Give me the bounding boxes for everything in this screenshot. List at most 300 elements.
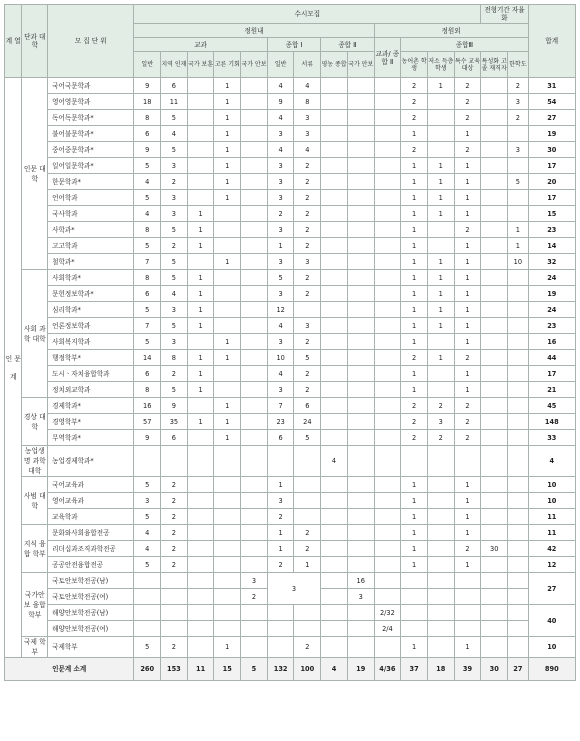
- quota-cell: 1: [454, 637, 481, 658]
- quota-cell: [481, 637, 508, 658]
- quota-cell: 10: [508, 254, 529, 270]
- quota-cell: [214, 621, 241, 637]
- quota-cell: 1: [508, 238, 529, 254]
- quota-cell: [241, 366, 268, 382]
- quota-cell: [241, 286, 268, 302]
- quota-cell: 3: [267, 382, 294, 398]
- quota-cell: 2: [294, 222, 321, 238]
- quota-cell: 8: [134, 270, 161, 286]
- quota-cell: 3: [161, 302, 188, 318]
- quota-cell: [508, 270, 529, 286]
- quota-cell: [347, 238, 374, 254]
- quota-cell: [347, 414, 374, 430]
- quota-cell: 2: [294, 174, 321, 190]
- department-name: 불어불문학과*: [48, 126, 134, 142]
- quota-cell: 4: [134, 174, 161, 190]
- quota-cell: [267, 446, 294, 477]
- quota-cell: 1: [427, 78, 454, 94]
- quota-cell: [427, 222, 454, 238]
- quota-cell: 1: [214, 398, 241, 414]
- department-name: 경영학부*: [48, 414, 134, 430]
- quota-cell: [374, 238, 401, 254]
- department-name: 국토안보학전공(남): [48, 573, 134, 589]
- subheader-local-talent: 지역 인재: [161, 52, 188, 78]
- table-row: [5, 350, 576, 366]
- quota-cell: 1: [187, 382, 214, 398]
- row-total: 16: [528, 334, 575, 350]
- quota-cell: [374, 174, 401, 190]
- quota-cell: [321, 366, 348, 382]
- quota-cell: [241, 238, 268, 254]
- quota-cell: 1: [214, 350, 241, 366]
- quota-cell: [161, 589, 188, 605]
- quota-cell: [187, 110, 214, 126]
- quota-cell: 1: [427, 190, 454, 206]
- quota-cell: [374, 334, 401, 350]
- quota-cell: [294, 477, 321, 493]
- table-row: [5, 637, 576, 658]
- quota-cell: 1: [401, 382, 428, 398]
- quota-cell: 1: [214, 158, 241, 174]
- quota-cell: [427, 509, 454, 525]
- quota-cell: [241, 190, 268, 206]
- quota-cell: [187, 573, 214, 589]
- quota-cell: [454, 573, 481, 589]
- quota-cell: [347, 430, 374, 446]
- college-cell: 사범 대학: [22, 477, 48, 525]
- department-name: 국사학과: [48, 206, 134, 222]
- quota-cell: [508, 589, 529, 605]
- quota-cell: [267, 605, 294, 621]
- quota-cell: 16: [347, 573, 374, 589]
- quota-cell: [187, 621, 214, 637]
- quota-cell: [347, 94, 374, 110]
- quota-cell: [401, 589, 428, 605]
- quota-cell: [427, 573, 454, 589]
- quota-cell: 2: [454, 541, 481, 557]
- subheader-comp2-security: 국가 안보: [347, 52, 374, 78]
- quota-cell: [321, 541, 348, 557]
- quota-cell: 5: [134, 477, 161, 493]
- quota-cell: [214, 382, 241, 398]
- quota-cell: 5: [161, 142, 188, 158]
- quota-cell: [427, 110, 454, 126]
- quota-cell: [454, 589, 481, 605]
- quota-cell: 1: [401, 509, 428, 525]
- quota-cell: 4: [267, 142, 294, 158]
- quota-cell: [321, 126, 348, 142]
- quota-cell: [161, 446, 188, 477]
- quota-cell: [481, 126, 508, 142]
- table-row: [5, 446, 576, 477]
- subtotal-cell: 5: [241, 658, 268, 681]
- quota-cell: [374, 142, 401, 158]
- quota-cell: 2: [454, 350, 481, 366]
- quota-cell: 4: [161, 126, 188, 142]
- quota-cell: 1: [427, 270, 454, 286]
- quota-cell: [481, 158, 508, 174]
- table-row: [5, 525, 576, 541]
- quota-cell: 1: [427, 286, 454, 302]
- quota-cell: [321, 318, 348, 334]
- quota-cell: [187, 174, 214, 190]
- department-name: 경제학과*: [48, 398, 134, 414]
- quota-cell: [241, 541, 268, 557]
- subtotal-cell: 132: [267, 658, 294, 681]
- subtotal-cell: 4: [321, 658, 348, 681]
- quota-cell: 5: [134, 190, 161, 206]
- quota-cell: [374, 318, 401, 334]
- quota-cell: [401, 605, 428, 621]
- quota-cell: [241, 94, 268, 110]
- quota-cell: [347, 174, 374, 190]
- quota-cell: 5: [134, 302, 161, 318]
- quota-cell: [267, 637, 294, 658]
- quota-cell: [294, 493, 321, 509]
- quota-cell: [214, 222, 241, 238]
- quota-cell: [321, 382, 348, 398]
- quota-cell: 1: [214, 190, 241, 206]
- quota-cell: [374, 382, 401, 398]
- quota-cell: 3: [161, 158, 188, 174]
- subheader-hanhakdo: 한학도: [508, 52, 529, 78]
- table-row: [5, 621, 576, 637]
- quota-cell: [187, 589, 214, 605]
- quota-cell: 1: [187, 302, 214, 318]
- quota-cell: 2: [241, 589, 268, 605]
- quota-cell: [241, 557, 268, 573]
- quota-cell: [347, 302, 374, 318]
- quota-cell: 1: [401, 366, 428, 382]
- department-name: 사회복지학과: [48, 334, 134, 350]
- subheader-veterans: 국가 보훈: [187, 52, 214, 78]
- table-row: [5, 477, 576, 493]
- quota-cell: 3: [267, 190, 294, 206]
- quota-cell: [481, 94, 508, 110]
- quota-cell: 2: [161, 509, 188, 525]
- quota-cell: 3: [267, 158, 294, 174]
- quota-cell: 2: [454, 222, 481, 238]
- row-total: 23: [528, 222, 575, 238]
- quota-cell: [481, 446, 508, 477]
- quota-cell: 2: [401, 430, 428, 446]
- header-comp1: 종합 Ⅰ: [267, 38, 320, 52]
- quota-cell: [427, 446, 454, 477]
- quota-cell: [508, 302, 529, 318]
- quota-cell: [508, 557, 529, 573]
- quota-cell: [321, 222, 348, 238]
- header-total: 합계: [528, 5, 575, 78]
- quota-cell: [454, 605, 481, 621]
- quota-cell: [374, 190, 401, 206]
- quota-cell: 2: [401, 142, 428, 158]
- quota-cell: [508, 493, 529, 509]
- quota-cell: [347, 350, 374, 366]
- quota-cell: 3: [267, 222, 294, 238]
- table-row: [5, 334, 576, 350]
- quota-cell: [321, 414, 348, 430]
- row-total: 148: [528, 414, 575, 430]
- quota-cell: [427, 525, 454, 541]
- department-name: 한문학과*: [48, 174, 134, 190]
- quota-cell: [508, 446, 529, 477]
- quota-cell: 3: [267, 126, 294, 142]
- quota-cell: [347, 158, 374, 174]
- quota-cell: 2: [508, 78, 529, 94]
- college-cell: 사회 과학 대학: [22, 270, 48, 398]
- quota-cell: [347, 541, 374, 557]
- quota-cell: 3: [294, 126, 321, 142]
- table-row: [5, 158, 576, 174]
- quota-cell: 6: [134, 126, 161, 142]
- quota-cell: 1: [214, 126, 241, 142]
- quota-cell: [427, 605, 454, 621]
- quota-cell: [401, 621, 428, 637]
- quota-cell: [161, 573, 188, 589]
- quota-cell: 4: [134, 206, 161, 222]
- quota-cell: 12: [267, 302, 294, 318]
- quota-cell: [481, 366, 508, 382]
- quota-cell: [321, 94, 348, 110]
- quota-cell: 57: [134, 414, 161, 430]
- quota-cell: [454, 621, 481, 637]
- quota-cell: [427, 557, 454, 573]
- subheader-equal-opportunity: 고른 기회: [214, 52, 241, 78]
- quota-cell: [374, 446, 401, 477]
- quota-cell: [374, 414, 401, 430]
- quota-cell: 3: [267, 286, 294, 302]
- quota-cell: [321, 589, 348, 605]
- quota-cell: 8: [161, 350, 188, 366]
- quota-cell: [187, 142, 214, 158]
- quota-cell: [481, 493, 508, 509]
- quota-cell: 4: [294, 142, 321, 158]
- quota-cell: 8: [134, 382, 161, 398]
- quota-cell: 3: [347, 589, 374, 605]
- quota-cell: 1: [187, 270, 214, 286]
- quota-cell: [214, 318, 241, 334]
- quota-cell: [347, 286, 374, 302]
- quota-cell: 9: [161, 398, 188, 414]
- quota-cell: 1: [401, 637, 428, 658]
- quota-cell: 1: [454, 254, 481, 270]
- quota-cell: 1: [427, 206, 454, 222]
- quota-cell: 16: [134, 398, 161, 414]
- quota-cell: 2: [294, 270, 321, 286]
- quota-cell: 5: [161, 110, 188, 126]
- quota-cell: 11: [161, 94, 188, 110]
- row-total: 10: [528, 637, 575, 658]
- table-row: [5, 573, 576, 589]
- quota-cell: [401, 573, 428, 589]
- quota-cell: 5: [134, 509, 161, 525]
- quota-cell: 2: [401, 414, 428, 430]
- quota-cell: [241, 254, 268, 270]
- quota-cell: 2: [161, 174, 188, 190]
- quota-cell: [374, 206, 401, 222]
- quota-cell: [508, 190, 529, 206]
- quota-cell: 1: [401, 126, 428, 142]
- subtotal-cell: 27: [508, 658, 529, 681]
- quota-cell: [374, 302, 401, 318]
- quota-cell: [321, 158, 348, 174]
- quota-cell: [321, 605, 348, 621]
- quota-cell: 5: [134, 637, 161, 658]
- quota-cell: 2: [427, 398, 454, 414]
- quota-cell: [241, 493, 268, 509]
- quota-cell: 1: [454, 382, 481, 398]
- subtotal-cell: 18: [427, 658, 454, 681]
- quota-cell: 7: [134, 318, 161, 334]
- department-name: 영어교육과: [48, 493, 134, 509]
- table-row: [5, 206, 576, 222]
- quota-cell: 8: [134, 222, 161, 238]
- table-row: [5, 382, 576, 398]
- quota-cell: [134, 621, 161, 637]
- row-total: 10: [528, 477, 575, 493]
- quota-cell: 2: [294, 366, 321, 382]
- quota-cell: [241, 270, 268, 286]
- quota-cell: 1: [214, 174, 241, 190]
- quota-cell: 2: [161, 366, 188, 382]
- quota-cell: 2: [294, 158, 321, 174]
- quota-cell: [347, 477, 374, 493]
- quota-cell: 2: [161, 637, 188, 658]
- quota-cell: [321, 110, 348, 126]
- table-row: [5, 238, 576, 254]
- quota-cell: [347, 637, 374, 658]
- quota-cell: [321, 286, 348, 302]
- quota-cell: [481, 557, 508, 573]
- table-row: [5, 94, 576, 110]
- quota-cell: [321, 493, 348, 509]
- table-row: [5, 78, 576, 94]
- quota-cell: 1: [401, 238, 428, 254]
- department-name: 해양안보학전공(여): [48, 621, 134, 637]
- quota-cell: 14: [134, 350, 161, 366]
- row-total: 4: [528, 446, 575, 477]
- quota-cell: 5: [508, 174, 529, 190]
- quota-cell: [187, 78, 214, 94]
- quota-cell: 2: [294, 206, 321, 222]
- college-cell: 농업생명 과학대학: [23, 447, 46, 475]
- quota-cell: [374, 94, 401, 110]
- department-name: 리더십과조직과학전공: [48, 541, 134, 557]
- quota-cell: [427, 382, 454, 398]
- quota-cell: 3: [508, 142, 529, 158]
- department-name: 국토안보학전공(여): [48, 589, 134, 605]
- quota-cell: [481, 286, 508, 302]
- college-cell: 국제 학부: [23, 638, 46, 656]
- quota-cell: [481, 589, 508, 605]
- department-name: 행정학부*: [48, 350, 134, 366]
- quota-cell: 2: [454, 142, 481, 158]
- quota-cell: 2: [454, 78, 481, 94]
- quota-cell: [187, 557, 214, 573]
- quota-cell: 30: [481, 541, 508, 557]
- quota-cell: [134, 605, 161, 621]
- row-total: 19: [528, 286, 575, 302]
- quota-cell: [427, 126, 454, 142]
- subtotal-label: 인문계 소계: [5, 658, 134, 681]
- row-total: 17: [528, 190, 575, 206]
- quota-cell: [214, 557, 241, 573]
- quota-cell: 3: [267, 174, 294, 190]
- quota-cell: 1: [214, 334, 241, 350]
- quota-cell: [481, 174, 508, 190]
- quota-cell: [347, 493, 374, 509]
- department-name: 문화와사회융합전공: [48, 525, 134, 541]
- quota-cell: 4: [134, 541, 161, 557]
- quota-cell: [321, 78, 348, 94]
- quota-cell: [321, 525, 348, 541]
- department-name: 국어국문학과: [48, 78, 134, 94]
- quota-cell: 1: [214, 110, 241, 126]
- quota-cell: [508, 605, 529, 621]
- quota-cell: [187, 430, 214, 446]
- subtotal-cell: 30: [481, 658, 508, 681]
- row-total: 27: [528, 573, 575, 605]
- quota-cell: [241, 126, 268, 142]
- quota-cell: 1: [401, 190, 428, 206]
- row-total: 30: [528, 142, 575, 158]
- quota-cell: [161, 621, 188, 637]
- quota-cell: 8: [294, 94, 321, 110]
- quota-cell: [321, 398, 348, 414]
- quota-cell: [374, 158, 401, 174]
- quota-cell: [241, 430, 268, 446]
- quota-cell: [347, 382, 374, 398]
- quota-cell: 3: [294, 254, 321, 270]
- department-name: 언론정보학과: [48, 318, 134, 334]
- quota-cell: 1: [454, 509, 481, 525]
- quota-cell: 2: [427, 430, 454, 446]
- department-name: 중어중문학과*: [48, 142, 134, 158]
- quota-cell: 2: [401, 110, 428, 126]
- quota-cell: 5: [294, 430, 321, 446]
- department-name: 공공안전융합전공: [48, 557, 134, 573]
- quota-cell: [427, 477, 454, 493]
- quota-cell: [321, 637, 348, 658]
- quota-cell: [374, 589, 401, 605]
- quota-cell: [214, 446, 241, 477]
- quota-cell: [374, 286, 401, 302]
- quota-cell: [347, 525, 374, 541]
- quota-cell: [481, 270, 508, 286]
- table-row: [5, 414, 576, 430]
- table-row: [5, 254, 576, 270]
- row-total: 11: [528, 509, 575, 525]
- department-name: 사회학과*: [48, 270, 134, 286]
- quota-cell: [347, 446, 374, 477]
- quota-cell: [374, 573, 401, 589]
- quota-cell: [508, 414, 529, 430]
- quota-cell: [427, 589, 454, 605]
- quota-cell: 5: [161, 318, 188, 334]
- quota-cell: 3: [267, 493, 294, 509]
- subheader-documents: 서류: [294, 52, 321, 78]
- table-row: [5, 493, 576, 509]
- quota-cell: [401, 446, 428, 477]
- quota-cell: 1: [454, 158, 481, 174]
- quota-cell: [214, 589, 241, 605]
- quota-cell: 2: [161, 525, 188, 541]
- quota-cell: [241, 222, 268, 238]
- quota-cell: 1: [427, 174, 454, 190]
- row-total: 11: [528, 525, 575, 541]
- quota-cell: 9: [134, 142, 161, 158]
- quota-cell: [481, 509, 508, 525]
